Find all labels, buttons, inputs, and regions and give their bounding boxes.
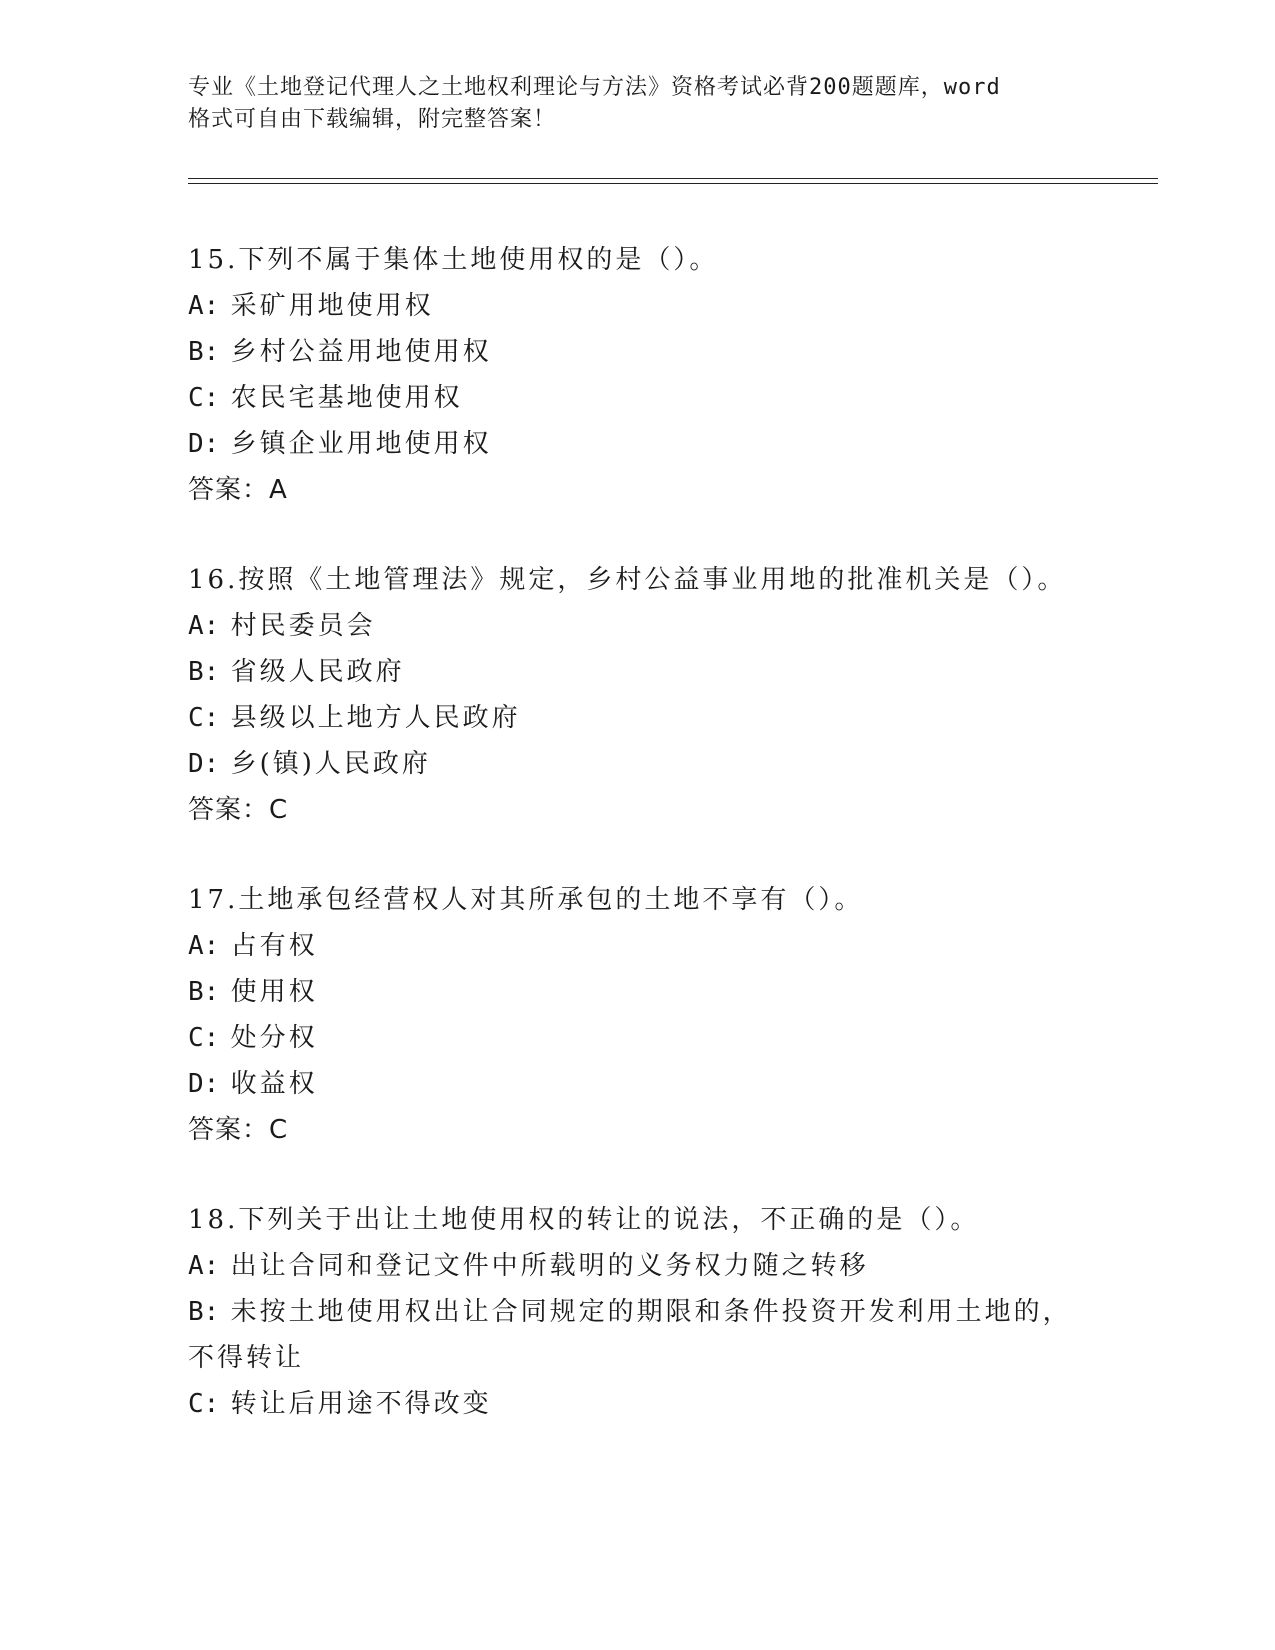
question-18 xyxy=(188,1197,1088,1427)
option-text: 转让后用途不得改变 xyxy=(230,1389,492,1419)
option-b xyxy=(188,969,1088,1015)
header-rule-top xyxy=(188,178,1158,179)
option-text: 省级人民政府 xyxy=(230,657,405,687)
option-text: 占有权 xyxy=(230,931,318,961)
option-key: A: xyxy=(188,931,220,961)
header-rule-bottom xyxy=(188,183,1158,184)
option-c xyxy=(188,695,1088,741)
question-15 xyxy=(188,237,1088,513)
option-key: A: xyxy=(188,611,220,641)
option-text: 出让合同和登记文件中所载明的义务权力随之转移 xyxy=(230,1251,869,1281)
option-a xyxy=(188,1243,1088,1289)
option-key: C: xyxy=(188,1023,220,1053)
option-a xyxy=(188,923,1088,969)
option-d xyxy=(188,1061,1088,1107)
option-d xyxy=(188,421,1088,467)
option-key: B: xyxy=(188,1297,220,1327)
answer-line: 答案：A xyxy=(188,475,288,505)
option-key: D: xyxy=(188,429,220,459)
question-17 xyxy=(188,877,1088,1153)
option-key: B: xyxy=(188,657,220,687)
answer-line: 答案：C xyxy=(188,795,289,825)
option-b xyxy=(188,649,1088,695)
option-key: A: xyxy=(188,1251,220,1281)
option-key: C: xyxy=(188,703,220,733)
option-text: 农民宅基地使用权 xyxy=(230,383,463,413)
option-c xyxy=(188,1015,1088,1061)
option-a xyxy=(188,603,1088,649)
question-title: 17.土地承包经营权人对其所承包的土地不享有（）。 xyxy=(188,885,864,915)
option-c xyxy=(188,1381,1088,1427)
option-c xyxy=(188,375,1088,421)
option-text-continued: 不得转让 xyxy=(188,1343,305,1373)
option-key: A: xyxy=(188,291,220,321)
option-text: 乡(镇)人民政府 xyxy=(230,749,431,779)
option-a xyxy=(188,283,1088,329)
option-text: 乡镇企业用地使用权 xyxy=(230,429,492,459)
option-key: C: xyxy=(188,383,220,413)
option-key: D: xyxy=(188,749,220,779)
option-text: 收益权 xyxy=(230,1069,318,1099)
option-text: 村民委员会 xyxy=(230,611,376,641)
option-b xyxy=(188,1289,1088,1381)
option-text: 采矿用地使用权 xyxy=(230,291,434,321)
option-key: B: xyxy=(188,977,220,1007)
option-text: 处分权 xyxy=(230,1023,318,1053)
question-16 xyxy=(188,557,1088,833)
option-text: 未按土地使用权出让合同规定的期限和条件投资开发利用土地的， xyxy=(230,1297,1072,1327)
option-text: 县级以上地方人民政府 xyxy=(230,703,521,733)
header-line-1: 专业《土地登记代理人之土地权利理论与方法》资格考试必背200题题库，word xyxy=(188,75,1001,100)
document-header xyxy=(188,72,1068,136)
answer-line: 答案：C xyxy=(188,1115,289,1145)
option-key: D: xyxy=(188,1069,220,1099)
option-d xyxy=(188,741,1088,787)
option-key: C: xyxy=(188,1389,220,1419)
option-b xyxy=(188,329,1088,375)
question-title: 16.按照《土地管理法》规定，乡村公益事业用地的批准机关是（）。 xyxy=(188,565,1067,595)
option-key: B: xyxy=(188,337,220,367)
header-line-2: 格式可自由下载编辑，附完整答案！ xyxy=(188,107,557,132)
option-text: 使用权 xyxy=(230,977,318,1007)
question-title: 18.下列关于出让土地使用权的转让的说法，不正确的是（）。 xyxy=(188,1205,980,1235)
question-title: 15.下列不属于集体土地使用权的是（）。 xyxy=(188,245,719,275)
option-text: 乡村公益用地使用权 xyxy=(230,337,492,367)
